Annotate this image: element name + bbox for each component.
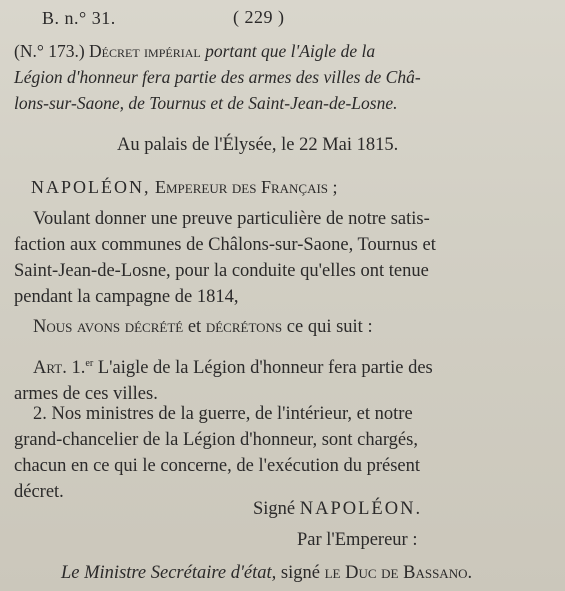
bulletin-reference: B. n.° 31. xyxy=(42,8,116,28)
by-emperor: Par l'Empereur : xyxy=(297,530,418,550)
article-1-label: Art. 1. xyxy=(33,358,86,379)
article-1-text: L'aigle de la Légion d'honneur fera partie des xyxy=(97,358,433,379)
preamble-line-3: Saint-Jean-de-Losne, pour la conduite qu'elles ont tenue xyxy=(14,261,429,281)
decree-title-line-3: lons-sur-Saone, de Tournus et de Saint-Jean-de-Losne. xyxy=(14,93,398,113)
decree-label: Décret impérial xyxy=(89,41,201,61)
minister-name: le Duc de Bassano. xyxy=(324,563,473,583)
article-1-line-1 xyxy=(33,359,433,378)
signature-signed: Signé xyxy=(253,499,296,519)
emperor-heading xyxy=(31,178,338,196)
preamble-line-4: pendant la campagne de 1814, xyxy=(14,287,239,307)
emperor-title: Empereur des Français ; xyxy=(155,177,338,197)
decree-formula-part3: décrétons xyxy=(205,317,283,337)
decree-formula xyxy=(33,318,373,337)
decree-title-rest: portant que l'Aigle de la xyxy=(205,41,376,61)
decree-formula-part1: Nous avons décrété xyxy=(33,317,184,337)
preamble-line-1: Voulant donner une preuve particulière de notre satis- xyxy=(33,209,430,229)
signature-line xyxy=(253,500,422,519)
decree-title-line-1 xyxy=(14,43,375,61)
preamble-line-2: faction aux communes de Châlons-sur-Saone, Tournus et xyxy=(14,235,436,255)
decree-number: (N.° 173.) xyxy=(14,41,85,61)
minister-signed: signé xyxy=(280,563,320,583)
place-date: Au palais de l'Élysée, le 22 Mai 1815. xyxy=(117,135,399,155)
article-2-line-1: 2. Nos ministres de la guerre, de l'intérieur, et notre xyxy=(33,404,413,424)
signature-name: NAPOLÉON. xyxy=(299,499,423,519)
minister-role: Le Ministre Secrétaire d'état, xyxy=(61,563,277,583)
page-number: ( 229 ) xyxy=(233,7,285,27)
article-2-line-3: chacun en ce qui le concerne, de l'exécution du présent xyxy=(14,456,421,476)
article-2-line-2: grand-chancelier de la Légion d'honneur, sont chargés, xyxy=(14,430,418,450)
article-1-sup: er xyxy=(85,358,94,369)
minister-line xyxy=(61,564,472,583)
article-1-line-2: armes de ces villes. xyxy=(14,384,158,404)
decree-title-line-2: Légion d'honneur fera partie des armes des villes de Châ- xyxy=(14,67,421,87)
emperor-name: NAPOLÉON, xyxy=(31,177,151,197)
article-2-line-4: décret. xyxy=(14,482,64,502)
decree-formula-part4: ce qui suit : xyxy=(286,317,373,337)
decree-formula-part2: et xyxy=(187,317,202,337)
